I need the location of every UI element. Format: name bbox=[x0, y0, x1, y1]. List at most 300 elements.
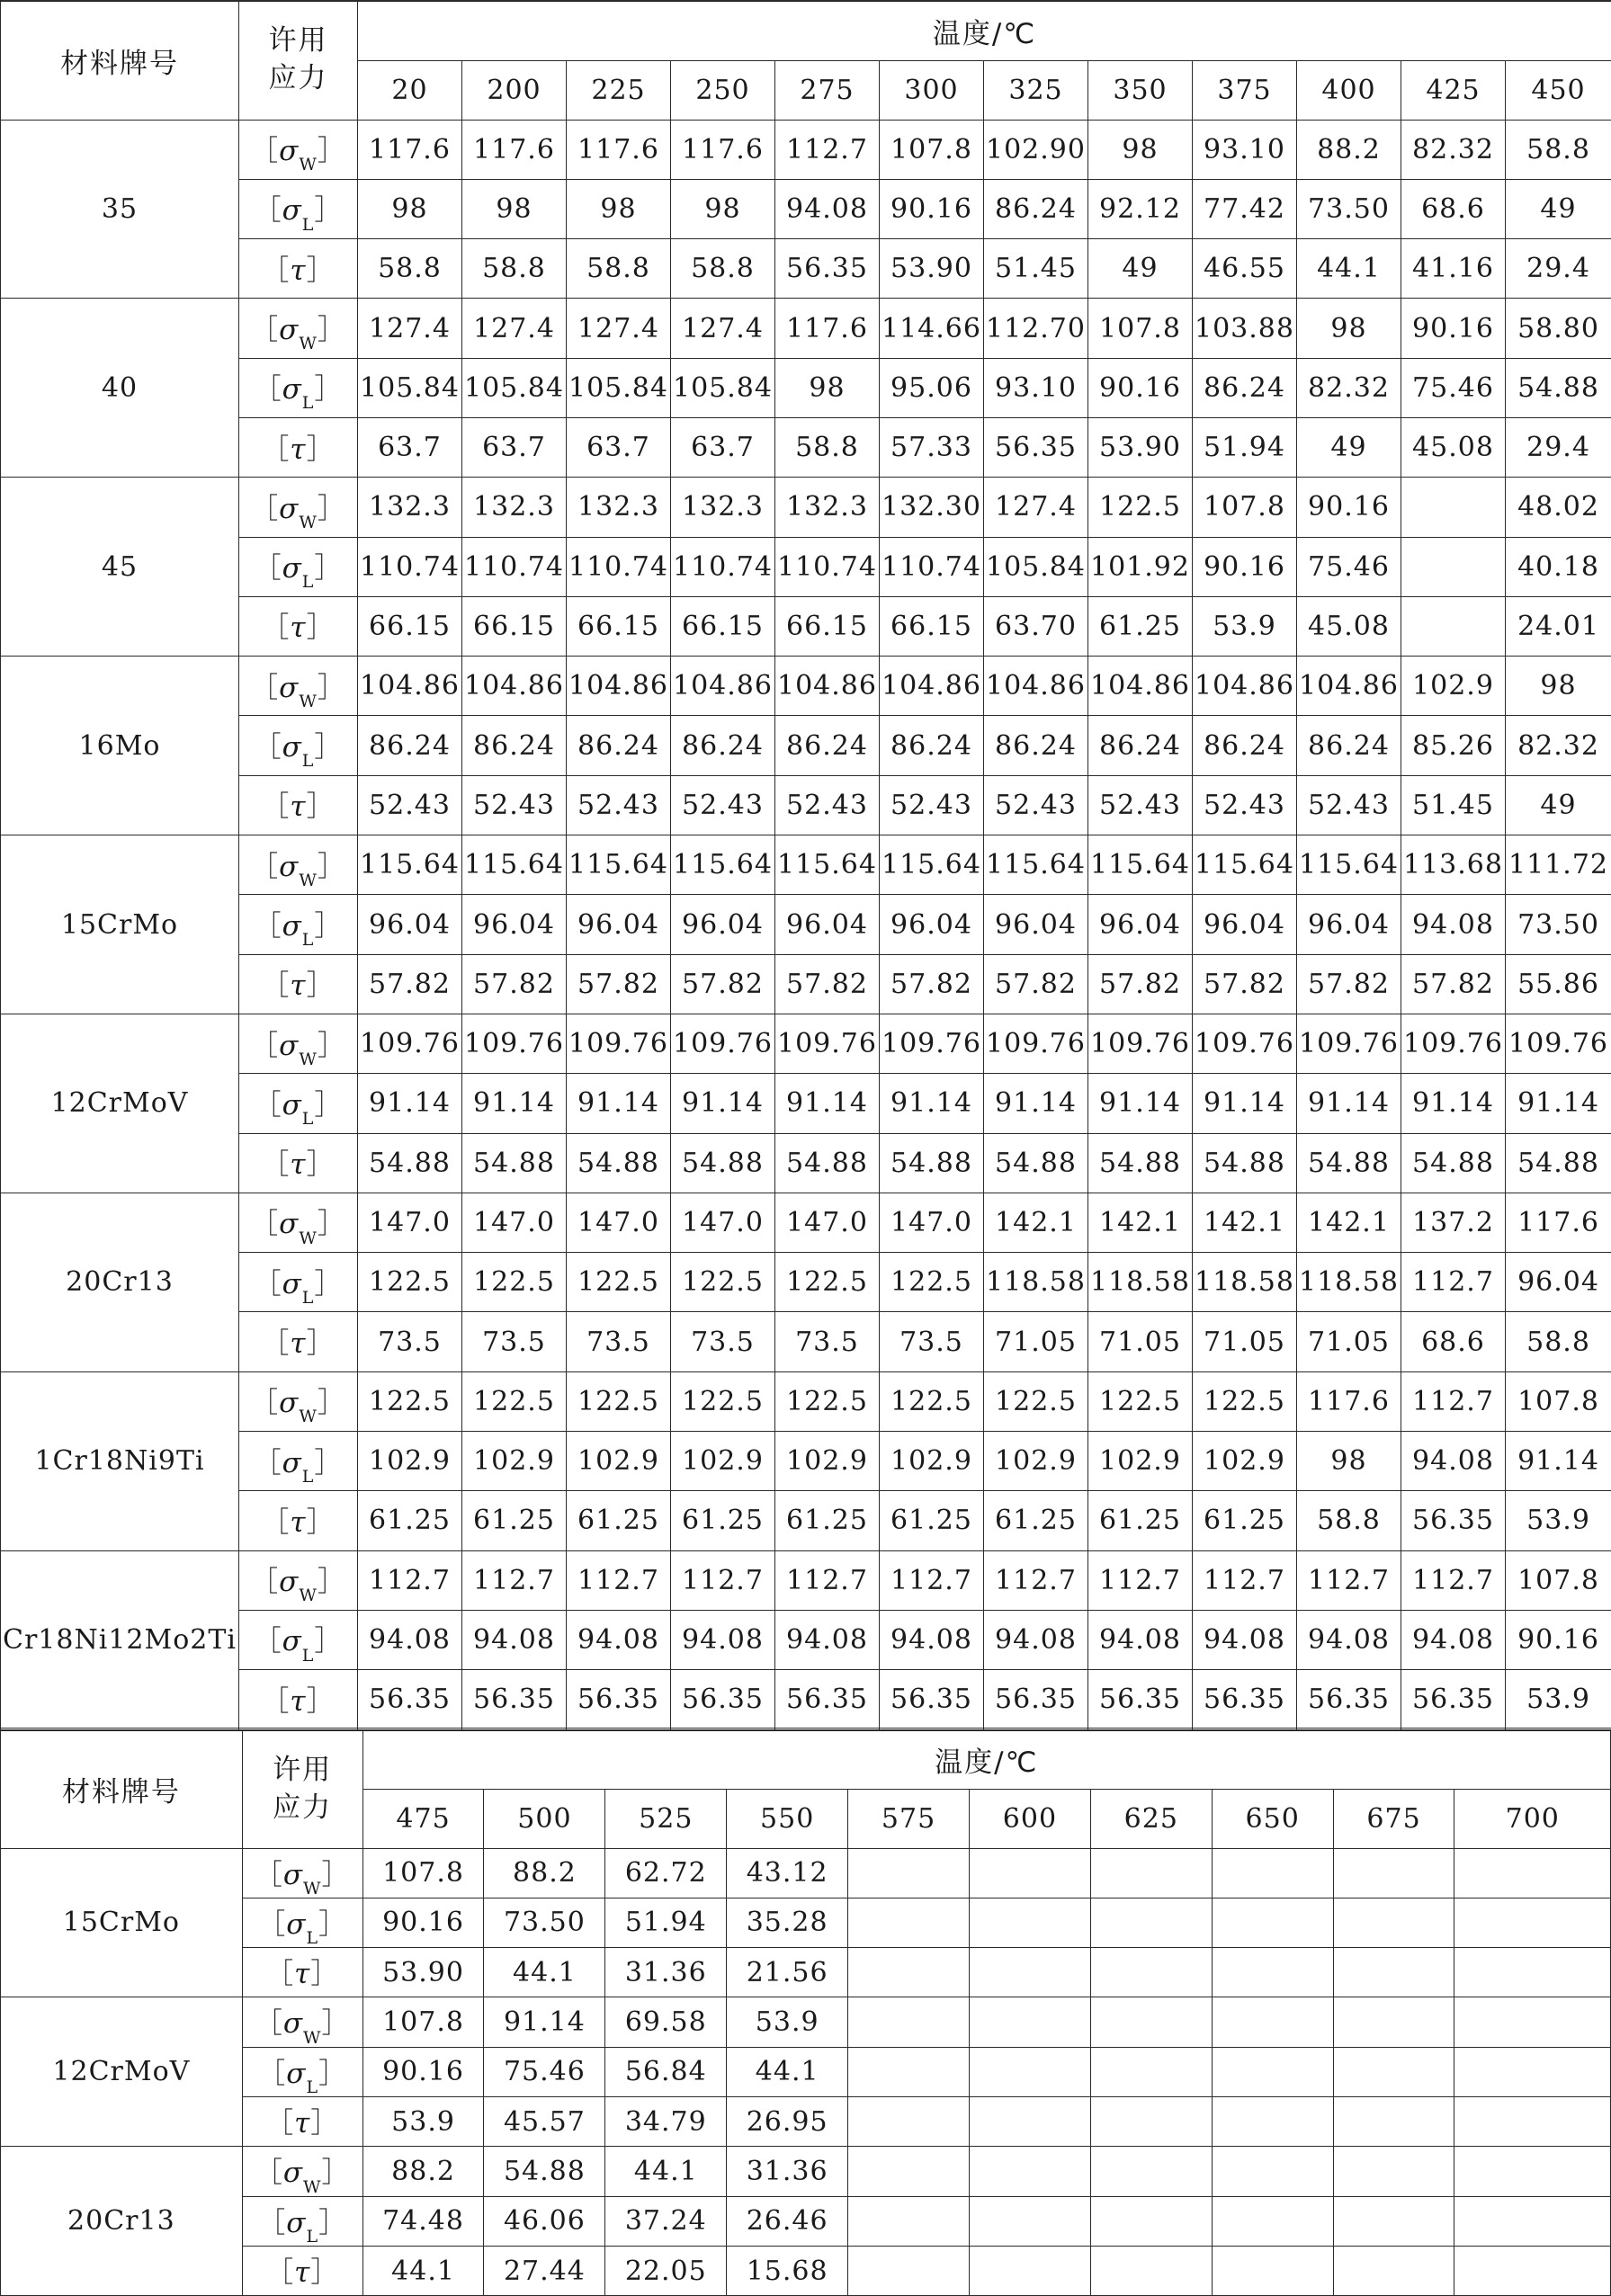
value-cell: 53.9 bbox=[1193, 596, 1297, 656]
value-cell: 90.16 bbox=[1506, 1610, 1611, 1669]
material-name: 12CrMoV bbox=[1, 1014, 239, 1193]
temperature-cell: 675 bbox=[1333, 1789, 1454, 1848]
value-cell: 98 bbox=[358, 179, 462, 238]
value-cell: 109.76 bbox=[1088, 1014, 1193, 1073]
stress-type-t: ［τ］ bbox=[239, 596, 358, 656]
value-cell: 102.9 bbox=[1193, 1432, 1297, 1491]
value-cell: 56.35 bbox=[775, 1670, 880, 1729]
value-cell: 53.90 bbox=[362, 1948, 484, 1997]
value-cell: 91.14 bbox=[671, 1074, 775, 1133]
value-cell: 102.9 bbox=[462, 1432, 567, 1491]
value-cell: 82.32 bbox=[1506, 716, 1611, 775]
value-cell: 57.82 bbox=[358, 954, 462, 1014]
value-cell: 45.08 bbox=[1401, 417, 1506, 477]
value-cell: 110.74 bbox=[358, 537, 462, 596]
value-cell: 66.15 bbox=[671, 596, 775, 656]
value-cell: 54.88 bbox=[462, 1133, 567, 1193]
value-cell bbox=[1212, 2147, 1333, 2196]
value-cell: 104.86 bbox=[358, 657, 462, 716]
value-cell: 37.24 bbox=[605, 2196, 727, 2246]
value-cell bbox=[848, 2147, 970, 2196]
value-cell: 73.5 bbox=[358, 1312, 462, 1371]
value-cell bbox=[1454, 2047, 1611, 2096]
value-cell: 54.88 bbox=[984, 1133, 1088, 1193]
value-cell: 49 bbox=[1506, 775, 1611, 835]
value-cell: 90.16 bbox=[1088, 358, 1193, 417]
value-cell: 90.16 bbox=[880, 179, 984, 238]
value-cell bbox=[1090, 2047, 1212, 2096]
value-cell: 110.74 bbox=[567, 537, 671, 596]
value-cell: 109.76 bbox=[1193, 1014, 1297, 1073]
stress-type-t: ［τ］ bbox=[239, 775, 358, 835]
value-cell: 92.12 bbox=[1088, 179, 1193, 238]
value-cell: 112.70 bbox=[984, 299, 1088, 358]
value-cell bbox=[1333, 2096, 1454, 2146]
value-cell: 52.43 bbox=[1088, 775, 1193, 835]
value-cell: 15.68 bbox=[727, 2246, 848, 2295]
temperature-cell: 225 bbox=[567, 60, 671, 120]
value-cell: 102.9 bbox=[984, 1432, 1088, 1491]
value-cell: 122.5 bbox=[462, 1371, 567, 1431]
value-cell: 90.16 bbox=[1297, 478, 1401, 537]
value-cell: 107.8 bbox=[1088, 299, 1193, 358]
value-cell: 88.2 bbox=[1297, 120, 1401, 179]
value-cell: 117.6 bbox=[1506, 1193, 1611, 1252]
value-cell: 98 bbox=[1088, 120, 1193, 179]
value-cell bbox=[969, 2096, 1090, 2146]
stress-type-w: $[\sigma_W]$ bbox=[239, 120, 358, 179]
material-name: 12CrMoV bbox=[1, 1997, 243, 2147]
value-cell: 56.35 bbox=[1297, 1670, 1401, 1729]
value-cell: 46.06 bbox=[484, 2196, 605, 2246]
value-cell bbox=[969, 2147, 1090, 2196]
value-cell: 96.04 bbox=[1088, 895, 1193, 954]
stress-type-t: ［τ］ bbox=[239, 239, 358, 299]
stress-type-t: ［τ］ bbox=[239, 954, 358, 1014]
value-cell: 58.8 bbox=[358, 239, 462, 299]
stress-type-w: $[\sigma_W]$ bbox=[239, 1371, 358, 1431]
table-row bbox=[1, 299, 1611, 358]
value-cell: 109.76 bbox=[671, 1014, 775, 1073]
value-cell: 61.25 bbox=[671, 1491, 775, 1550]
value-cell: 75.46 bbox=[484, 2047, 605, 2096]
value-cell: 112.7 bbox=[1401, 1371, 1506, 1431]
value-cell: 91.14 bbox=[1193, 1074, 1297, 1133]
stress-type-t: ［τ］ bbox=[242, 1948, 362, 1997]
stress-header bbox=[242, 1729, 362, 1848]
value-cell: 51.94 bbox=[1193, 417, 1297, 477]
value-cell: 63.7 bbox=[462, 417, 567, 477]
value-cell: 91.14 bbox=[1506, 1432, 1611, 1491]
value-cell: 53.9 bbox=[727, 1997, 848, 2047]
value-cell: 24.01 bbox=[1506, 596, 1611, 656]
value-cell: 44.1 bbox=[727, 2047, 848, 2096]
value-cell: 94.08 bbox=[1401, 1432, 1506, 1491]
value-cell: 114.66 bbox=[880, 299, 984, 358]
value-cell: 73.5 bbox=[880, 1312, 984, 1371]
value-cell: 90.16 bbox=[362, 1898, 484, 1947]
table-row bbox=[1, 478, 1611, 537]
table-row bbox=[1, 2246, 1611, 2295]
value-cell: 61.25 bbox=[462, 1491, 567, 1550]
value-cell: 61.25 bbox=[1193, 1491, 1297, 1550]
value-cell: 105.84 bbox=[462, 358, 567, 417]
value-cell: 46.55 bbox=[1193, 239, 1297, 299]
value-cell: 102.9 bbox=[1401, 657, 1506, 716]
value-cell: 96.04 bbox=[462, 895, 567, 954]
value-cell: 69.58 bbox=[605, 1997, 727, 2047]
value-cell: 77.42 bbox=[1193, 179, 1297, 238]
value-cell: 52.43 bbox=[775, 775, 880, 835]
value-cell: 52.43 bbox=[984, 775, 1088, 835]
value-cell: 56.84 bbox=[605, 2047, 727, 2096]
material-name: 15CrMo bbox=[1, 835, 239, 1014]
value-cell: 52.43 bbox=[880, 775, 984, 835]
value-cell: 112.7 bbox=[1297, 1550, 1401, 1610]
stress-type-l: $[\sigma_L]$ bbox=[242, 2196, 362, 2246]
stress-type-w: $[\sigma_W]$ bbox=[239, 835, 358, 895]
table-row bbox=[1, 596, 1611, 656]
value-cell: 66.15 bbox=[775, 596, 880, 656]
temperature-cell: 525 bbox=[605, 1789, 727, 1848]
temperature-cell: 275 bbox=[775, 60, 880, 120]
value-cell bbox=[969, 2047, 1090, 2096]
value-cell bbox=[848, 1848, 970, 1898]
stress-type-w: $[\sigma_W]$ bbox=[239, 1550, 358, 1610]
value-cell: 142.1 bbox=[1088, 1193, 1193, 1252]
value-cell: 56.35 bbox=[1401, 1670, 1506, 1729]
value-cell: 34.79 bbox=[605, 2096, 727, 2146]
value-cell: 54.88 bbox=[880, 1133, 984, 1193]
value-cell bbox=[1454, 2246, 1611, 2295]
stress-type-t: ［τ］ bbox=[239, 1491, 358, 1550]
temperature-cell: 450 bbox=[1506, 60, 1611, 120]
stress-type-w: $[\sigma_W]$ bbox=[239, 1014, 358, 1073]
value-cell: 122.5 bbox=[567, 1371, 671, 1431]
value-cell: 71.05 bbox=[1088, 1312, 1193, 1371]
value-cell: 127.4 bbox=[671, 299, 775, 358]
table-row bbox=[1, 1997, 1611, 2047]
value-cell: 91.14 bbox=[775, 1074, 880, 1133]
temperature-cell: 575 bbox=[848, 1789, 970, 1848]
value-cell: 49 bbox=[1088, 239, 1193, 299]
table-row bbox=[1, 1014, 1611, 1073]
value-cell: 54.88 bbox=[484, 2147, 605, 2196]
value-cell: 56.35 bbox=[1193, 1670, 1297, 1729]
material-name: 45 bbox=[1, 478, 239, 657]
stress-type-l: $[\sigma_L]$ bbox=[239, 716, 358, 775]
value-cell: 54.88 bbox=[671, 1133, 775, 1193]
value-cell: 44.1 bbox=[362, 2246, 484, 2295]
table-row bbox=[1, 954, 1611, 1014]
value-cell: 88.2 bbox=[484, 1848, 605, 1898]
value-cell: 118.58 bbox=[1088, 1253, 1193, 1312]
table-row bbox=[1, 1193, 1611, 1252]
value-cell: 94.08 bbox=[671, 1610, 775, 1669]
value-cell: 73.50 bbox=[484, 1898, 605, 1947]
value-cell: 86.24 bbox=[358, 716, 462, 775]
value-cell: 91.14 bbox=[462, 1074, 567, 1133]
value-cell bbox=[969, 1898, 1090, 1947]
value-cell: 90.16 bbox=[1193, 537, 1297, 596]
value-cell: 96.04 bbox=[567, 895, 671, 954]
value-cell: 86.24 bbox=[984, 716, 1088, 775]
table-row bbox=[1, 120, 1611, 179]
stress-type-t: ［τ］ bbox=[239, 417, 358, 477]
value-cell: 96.04 bbox=[1193, 895, 1297, 954]
value-cell: 57.82 bbox=[1193, 954, 1297, 1014]
table-row bbox=[1, 1848, 1611, 1898]
value-cell: 98 bbox=[567, 179, 671, 238]
stress-type-l: $[\sigma_L]$ bbox=[239, 895, 358, 954]
value-cell: 35.28 bbox=[727, 1898, 848, 1947]
value-cell: 115.64 bbox=[358, 835, 462, 895]
value-cell: 54.88 bbox=[567, 1133, 671, 1193]
value-cell: 75.46 bbox=[1297, 537, 1401, 596]
value-cell: 56.35 bbox=[567, 1670, 671, 1729]
temperature-cell: 500 bbox=[484, 1789, 605, 1848]
value-cell: 115.64 bbox=[1193, 835, 1297, 895]
value-cell: 112.7 bbox=[775, 1550, 880, 1610]
value-cell: 63.7 bbox=[358, 417, 462, 477]
value-cell: 57.82 bbox=[1401, 954, 1506, 1014]
value-cell: 55.86 bbox=[1506, 954, 1611, 1014]
value-cell: 109.76 bbox=[984, 1014, 1088, 1073]
table-row bbox=[1, 239, 1611, 299]
table-row bbox=[1, 1074, 1611, 1133]
value-cell bbox=[969, 2196, 1090, 2246]
value-cell: 109.76 bbox=[358, 1014, 462, 1073]
value-cell: 132.3 bbox=[462, 478, 567, 537]
value-cell: 53.9 bbox=[362, 2096, 484, 2146]
value-cell: 52.43 bbox=[671, 775, 775, 835]
value-cell: 132.3 bbox=[775, 478, 880, 537]
value-cell: 86.24 bbox=[984, 179, 1088, 238]
temperature-cell: 700 bbox=[1454, 1789, 1611, 1848]
value-cell: 52.43 bbox=[567, 775, 671, 835]
temperature-cell: 350 bbox=[1088, 60, 1193, 120]
value-cell: 127.4 bbox=[462, 299, 567, 358]
value-cell: 51.94 bbox=[605, 1898, 727, 1947]
stress-type-l: $[\sigma_L]$ bbox=[242, 2047, 362, 2096]
table-row bbox=[1, 537, 1611, 596]
value-cell bbox=[1090, 1848, 1212, 1898]
table-row bbox=[1, 1550, 1611, 1610]
value-cell: 147.0 bbox=[462, 1193, 567, 1252]
value-cell bbox=[1212, 2196, 1333, 2246]
value-cell: 40.18 bbox=[1506, 537, 1611, 596]
value-cell bbox=[1212, 1948, 1333, 1997]
table-row bbox=[1, 1133, 1611, 1193]
value-cell: 91.14 bbox=[567, 1074, 671, 1133]
value-cell: 86.24 bbox=[1088, 716, 1193, 775]
value-cell bbox=[1090, 2196, 1212, 2246]
value-cell bbox=[1090, 2246, 1212, 2295]
table-row bbox=[1, 1432, 1611, 1491]
value-cell: 49 bbox=[1297, 417, 1401, 477]
value-cell: 98 bbox=[1297, 299, 1401, 358]
value-cell: 109.76 bbox=[880, 1014, 984, 1073]
value-cell: 61.25 bbox=[775, 1491, 880, 1550]
value-cell: 52.43 bbox=[462, 775, 567, 835]
value-cell bbox=[1212, 1997, 1333, 2047]
value-cell: 63.70 bbox=[984, 596, 1088, 656]
value-cell: 122.5 bbox=[880, 1371, 984, 1431]
value-cell: 112.7 bbox=[1401, 1253, 1506, 1312]
value-cell: 54.88 bbox=[775, 1133, 880, 1193]
value-cell: 57.82 bbox=[1088, 954, 1193, 1014]
temperature-cell: 300 bbox=[880, 60, 984, 120]
value-cell: 112.7 bbox=[775, 120, 880, 179]
stress-type-l: $[\sigma_L]$ bbox=[239, 1432, 358, 1491]
value-cell: 44.1 bbox=[1297, 239, 1401, 299]
value-cell: 104.86 bbox=[1193, 657, 1297, 716]
value-cell: 86.24 bbox=[567, 716, 671, 775]
value-cell: 74.48 bbox=[362, 2196, 484, 2246]
stress-table-lower bbox=[0, 1728, 1611, 2296]
value-cell: 54.88 bbox=[1088, 1133, 1193, 1193]
value-cell bbox=[1454, 2096, 1611, 2146]
value-cell: 75.46 bbox=[1401, 358, 1506, 417]
value-cell: 94.08 bbox=[1193, 1610, 1297, 1669]
value-cell: 112.7 bbox=[984, 1550, 1088, 1610]
value-cell bbox=[1454, 1898, 1611, 1947]
value-cell: 105.84 bbox=[671, 358, 775, 417]
value-cell: 117.6 bbox=[567, 120, 671, 179]
value-cell: 104.86 bbox=[1297, 657, 1401, 716]
value-cell: 117.6 bbox=[358, 120, 462, 179]
value-cell: 96.04 bbox=[1506, 1253, 1611, 1312]
table-row bbox=[1, 1670, 1611, 1729]
value-cell: 48.02 bbox=[1506, 478, 1611, 537]
value-cell: 122.5 bbox=[567, 1253, 671, 1312]
value-cell: 94.08 bbox=[1401, 895, 1506, 954]
temperature-cell: 475 bbox=[362, 1789, 484, 1848]
value-cell: 94.08 bbox=[567, 1610, 671, 1669]
value-cell bbox=[1333, 2246, 1454, 2295]
value-cell: 104.86 bbox=[880, 657, 984, 716]
value-cell bbox=[848, 2096, 970, 2146]
value-cell: 94.08 bbox=[880, 1610, 984, 1669]
value-cell: 147.0 bbox=[775, 1193, 880, 1252]
temperature-cell: 20 bbox=[358, 60, 462, 120]
value-cell: 52.43 bbox=[1193, 775, 1297, 835]
value-cell bbox=[1212, 2246, 1333, 2295]
table-row bbox=[1, 1898, 1611, 1947]
value-cell: 71.05 bbox=[984, 1312, 1088, 1371]
stress-type-t: ［τ］ bbox=[242, 2096, 362, 2146]
value-cell: 109.76 bbox=[462, 1014, 567, 1073]
value-cell bbox=[1212, 1898, 1333, 1947]
stress-type-l: $[\sigma_L]$ bbox=[239, 358, 358, 417]
value-cell: 96.04 bbox=[358, 895, 462, 954]
value-cell: 44.1 bbox=[484, 1948, 605, 1997]
material-name: 1Cr18Ni9Ti bbox=[1, 1371, 239, 1550]
value-cell: 147.0 bbox=[567, 1193, 671, 1252]
value-cell: 105.84 bbox=[358, 358, 462, 417]
value-cell bbox=[1090, 1898, 1212, 1947]
value-cell: 93.10 bbox=[1193, 120, 1297, 179]
value-cell: 26.46 bbox=[727, 2196, 848, 2246]
value-cell: 102.9 bbox=[567, 1432, 671, 1491]
stress-type-l: $[\sigma_L]$ bbox=[242, 1898, 362, 1947]
stress-type-w: $[\sigma_W]$ bbox=[239, 1193, 358, 1252]
value-cell: 122.5 bbox=[358, 1253, 462, 1312]
value-cell: 98 bbox=[462, 179, 567, 238]
value-cell bbox=[848, 2246, 970, 2295]
value-cell: 57.82 bbox=[775, 954, 880, 1014]
value-cell: 102.9 bbox=[358, 1432, 462, 1491]
value-cell: 43.12 bbox=[727, 1848, 848, 1898]
table-row bbox=[1, 895, 1611, 954]
value-cell: 109.76 bbox=[1401, 1014, 1506, 1073]
value-cell bbox=[848, 1997, 970, 2047]
value-cell: 53.90 bbox=[880, 239, 984, 299]
value-cell: 94.08 bbox=[1088, 1610, 1193, 1669]
value-cell: 91.14 bbox=[984, 1074, 1088, 1133]
value-cell bbox=[1333, 2047, 1454, 2096]
value-cell: 96.04 bbox=[775, 895, 880, 954]
value-cell bbox=[1090, 1997, 1212, 2047]
value-cell: 56.35 bbox=[1088, 1670, 1193, 1729]
value-cell: 104.86 bbox=[462, 657, 567, 716]
material-name: Cr18Ni12Mo2Ti bbox=[1, 1550, 239, 1729]
value-cell: 102.9 bbox=[880, 1432, 984, 1491]
value-cell: 98 bbox=[671, 179, 775, 238]
value-cell: 56.35 bbox=[775, 239, 880, 299]
stress-type-w: $[\sigma_W]$ bbox=[242, 1848, 362, 1898]
value-cell: 86.24 bbox=[1193, 716, 1297, 775]
value-cell: 112.7 bbox=[358, 1550, 462, 1610]
value-cell bbox=[1454, 1997, 1611, 2047]
value-cell: 107.8 bbox=[362, 1997, 484, 2047]
value-cell bbox=[1401, 478, 1506, 537]
value-cell: 112.7 bbox=[567, 1550, 671, 1610]
value-cell: 54.88 bbox=[1401, 1133, 1506, 1193]
value-cell bbox=[848, 1948, 970, 1997]
value-cell: 109.76 bbox=[775, 1014, 880, 1073]
value-cell bbox=[1212, 2047, 1333, 2096]
temperature-header: 温度/℃ bbox=[362, 1729, 1610, 1789]
value-cell: 102.90 bbox=[984, 120, 1088, 179]
value-cell: 113.68 bbox=[1401, 835, 1506, 895]
value-cell: 56.35 bbox=[880, 1670, 984, 1729]
value-cell: 147.0 bbox=[880, 1193, 984, 1252]
table-row bbox=[1, 1491, 1611, 1550]
value-cell: 103.88 bbox=[1193, 299, 1297, 358]
value-cell: 91.14 bbox=[484, 1997, 605, 2047]
value-cell: 147.0 bbox=[671, 1193, 775, 1252]
stress-type-w: $[\sigma_W]$ bbox=[239, 478, 358, 537]
value-cell: 68.6 bbox=[1401, 179, 1506, 238]
value-cell: 57.33 bbox=[880, 417, 984, 477]
value-cell: 102.9 bbox=[1088, 1432, 1193, 1491]
stress-type-t: ［τ］ bbox=[239, 1670, 358, 1729]
stress-header-line2: 应力 bbox=[243, 1790, 362, 1827]
temperature-cell: 625 bbox=[1090, 1789, 1212, 1848]
value-cell: 63.7 bbox=[671, 417, 775, 477]
value-cell: 94.08 bbox=[775, 1610, 880, 1669]
value-cell: 115.64 bbox=[775, 835, 880, 895]
value-cell: 58.8 bbox=[462, 239, 567, 299]
value-cell: 112.7 bbox=[880, 1550, 984, 1610]
value-cell: 57.82 bbox=[671, 954, 775, 1014]
value-cell: 54.88 bbox=[1506, 1133, 1611, 1193]
value-cell: 104.86 bbox=[1088, 657, 1193, 716]
value-cell: 147.0 bbox=[358, 1193, 462, 1252]
table-row bbox=[1, 2047, 1611, 2096]
value-cell: 109.76 bbox=[567, 1014, 671, 1073]
